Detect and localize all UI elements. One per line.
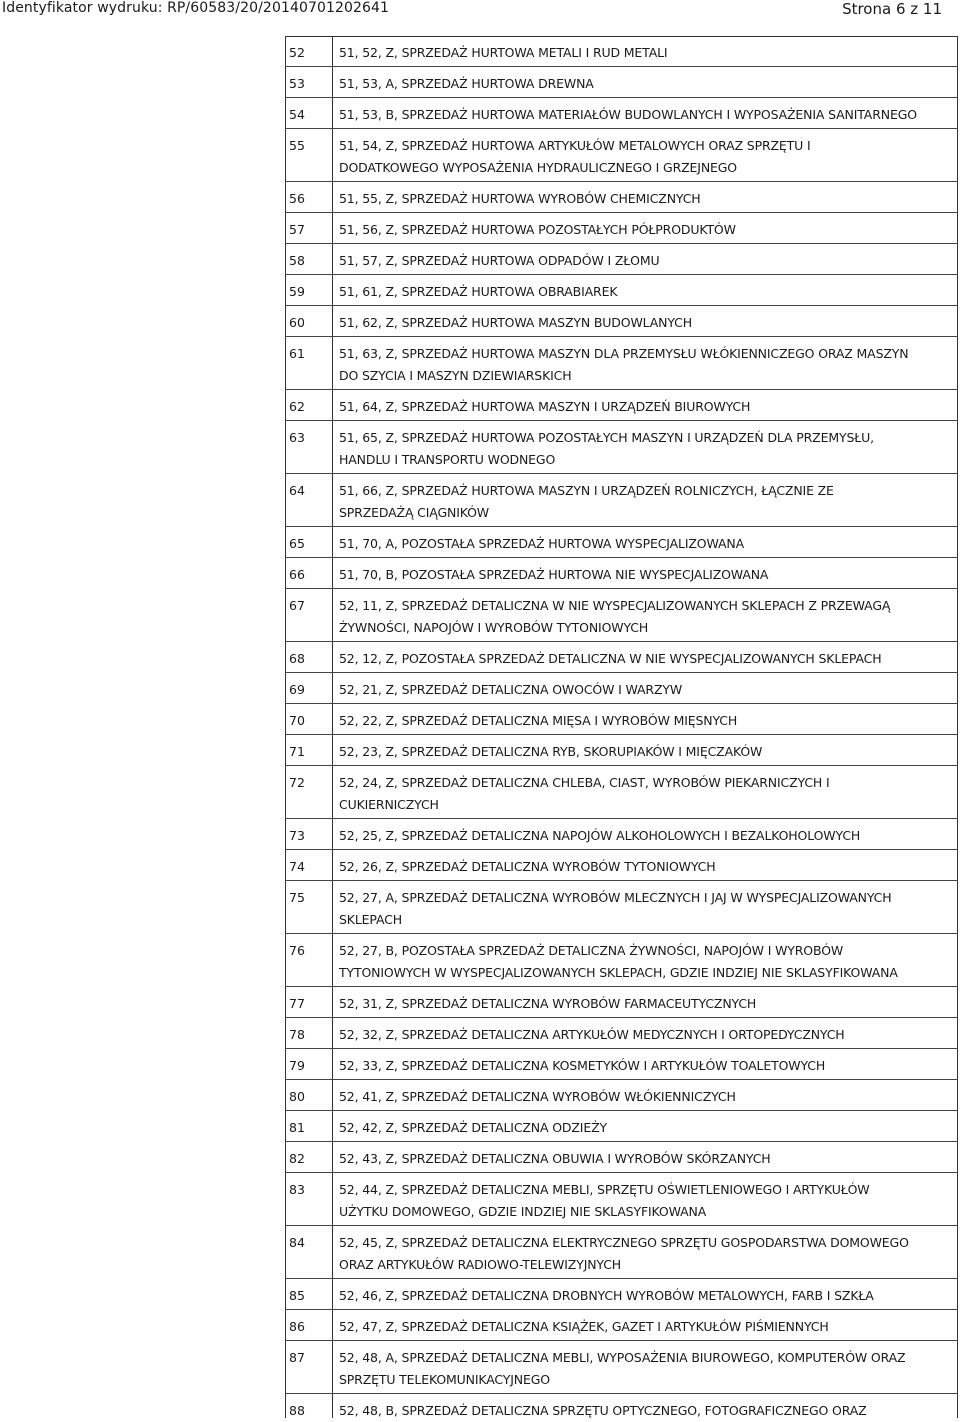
activity-description (339, 219, 951, 241)
description-line: UŻYTKU DOMOWEGO, GDZIE INDZIEJ NIE SKLASYFIKOWANA (339, 1204, 707, 1219)
table-row (285, 735, 958, 766)
table-row (285, 129, 958, 182)
row-number: 87 (289, 1350, 305, 1365)
activity-description (339, 250, 951, 272)
description-line: 51, 70, A, POZOSTAŁA SPRZEDAŻ HURTOWA WYSPECJALIZOWANA (339, 536, 744, 551)
table-row (285, 337, 958, 390)
row-number: 62 (289, 399, 305, 414)
table-row (285, 67, 958, 98)
table-row (285, 704, 958, 735)
table-row (285, 474, 958, 527)
row-number: 64 (289, 483, 305, 498)
activity-description (339, 73, 951, 95)
description-line: 52, 45, Z, SPRZEDAŻ DETALICZNA ELEKTRYCZNEGO SPRZĘTU GOSPODARSTWA DOMOWEGO (339, 1235, 909, 1250)
description-line: 51, 66, Z, SPRZEDAŻ HURTOWA MASZYN I URZĄDZEŃ ROLNICZYCH, ŁĄCZNIE ZE (339, 483, 834, 498)
activity-description (339, 856, 951, 878)
description-line: 52, 48, B, SPRZEDAŻ DETALICZNA SPRZĘTU OPTYCZNEGO, FOTOGRAFICZNEGO ORAZ (339, 1403, 867, 1418)
row-number: 58 (289, 253, 305, 268)
description-line: 52, 27, A, SPRZEDAŻ DETALICZNA WYROBÓW MLECZNYCH I JAJ W WYSPECJALIZOWANYCH (339, 890, 892, 905)
row-number: 85 (289, 1288, 305, 1303)
table-row (285, 36, 958, 67)
description-line: 51, 63, Z, SPRZEDAŻ HURTOWA MASZYN DLA PRZEMYSŁU WŁÓKIENNICZEGO ORAZ MASZYN (339, 346, 909, 361)
description-line: 52, 26, Z, SPRZEDAŻ DETALICZNA WYROBÓW TYTONIOWYCH (339, 859, 716, 874)
table-row (285, 642, 958, 673)
table-row (285, 98, 958, 129)
activity-description (339, 135, 951, 179)
row-number: 56 (289, 191, 305, 206)
description-line: 52, 11, Z, SPRZEDAŻ DETALICZNA W NIE WYSPECJALIZOWANYCH SKLEPACH Z PRZEWAGĄ (339, 598, 891, 613)
activity-description (339, 1055, 951, 1077)
table-row (285, 673, 958, 704)
activity-description (339, 710, 951, 732)
row-number: 66 (289, 567, 305, 582)
description-line: 52, 32, Z, SPRZEDAŻ DETALICZNA ARTYKUŁÓW MEDYCZNYCH I ORTOPEDYCZNYCH (339, 1027, 845, 1042)
activity-description (339, 648, 951, 670)
table-row (285, 244, 958, 275)
description-line: 51, 70, B, POZOSTAŁA SPRZEDAŻ HURTOWA NIE WYSPECJALIZOWANA (339, 567, 769, 582)
row-number: 78 (289, 1027, 305, 1042)
row-number: 68 (289, 651, 305, 666)
description-line: 51, 54, Z, SPRZEDAŻ HURTOWA ARTYKUŁÓW METALOWYCH ORAZ SPRZĘTU I (339, 138, 811, 153)
table-row (285, 766, 958, 819)
activity-description (339, 741, 951, 763)
activity-description (339, 1316, 951, 1338)
description-line: 51, 62, Z, SPRZEDAŻ HURTOWA MASZYN BUDOWLANYCH (339, 315, 693, 330)
row-number: 77 (289, 996, 305, 1011)
table-row (285, 1226, 958, 1279)
table-row (285, 275, 958, 306)
table-row (285, 558, 958, 589)
activity-description (339, 1148, 951, 1170)
description-line: CUKIERNICZYCH (339, 797, 439, 812)
activity-description (339, 480, 951, 524)
row-number: 55 (289, 138, 305, 153)
description-line: 51, 53, A, SPRZEDAŻ HURTOWA DREWNA (339, 76, 594, 91)
row-number: 74 (289, 859, 305, 874)
table-row (285, 589, 958, 642)
row-number: 60 (289, 315, 305, 330)
table-row (285, 306, 958, 337)
table-row (285, 1173, 958, 1226)
description-line: SPRZĘTU TELEKOMUNIKACYJNEGO (339, 1372, 550, 1387)
row-number: 88 (289, 1403, 305, 1418)
table-row (285, 1080, 958, 1111)
row-number: 80 (289, 1089, 305, 1104)
table-row (285, 182, 958, 213)
table-row (285, 1018, 958, 1049)
table-row (285, 421, 958, 474)
description-line: 52, 43, Z, SPRZEDAŻ DETALICZNA OBUWIA I WYROBÓW SKÓRZANYCH (339, 1151, 771, 1166)
row-number: 61 (289, 346, 305, 361)
row-number: 86 (289, 1319, 305, 1334)
description-line: 52, 33, Z, SPRZEDAŻ DETALICZNA KOSMETYKÓW I ARTYKUŁÓW TOALETOWYCH (339, 1058, 826, 1073)
description-line: 51, 56, Z, SPRZEDAŻ HURTOWA POZOSTAŁYCH PÓŁPRODUKTÓW (339, 222, 736, 237)
row-number: 54 (289, 107, 305, 122)
activity-description (339, 1117, 951, 1139)
activity-description (339, 1024, 951, 1046)
table-row (285, 1049, 958, 1080)
row-number: 57 (289, 222, 305, 237)
row-number: 65 (289, 536, 305, 551)
activity-description (339, 940, 951, 984)
activity-description (339, 595, 951, 639)
table-row (285, 850, 958, 881)
row-number: 63 (289, 430, 305, 445)
row-number: 67 (289, 598, 305, 613)
description-line: 51, 65, Z, SPRZEDAŻ HURTOWA POZOSTAŁYCH MASZYN I URZĄDZEŃ DLA PRZEMYSŁU, (339, 430, 874, 445)
activity-description (339, 1347, 951, 1391)
description-line: 52, 46, Z, SPRZEDAŻ DETALICZNA DROBNYCH WYROBÓW METALOWYCH, FARB I SZKŁA (339, 1288, 874, 1303)
row-number: 52 (289, 45, 305, 60)
activity-description (339, 396, 951, 418)
row-number: 75 (289, 890, 305, 905)
description-line: HANDLU I TRANSPORTU WODNEGO (339, 452, 556, 467)
table-row (285, 213, 958, 244)
table-row (285, 1279, 958, 1310)
activity-description (339, 887, 951, 931)
description-line: 52, 41, Z, SPRZEDAŻ DETALICZNA WYROBÓW WŁÓKIENNICZYCH (339, 1089, 736, 1104)
description-line: 52, 42, Z, SPRZEDAŻ DETALICZNA ODZIEŻY (339, 1120, 607, 1135)
description-line: 52, 48, A, SPRZEDAŻ DETALICZNA MEBLI, WYPOSAŻENIA BIUROWEGO, KOMPUTERÓW ORAZ (339, 1350, 906, 1365)
table-row (285, 1310, 958, 1341)
activity-description (339, 427, 951, 471)
activity-description (339, 1400, 951, 1422)
description-line: 51, 55, Z, SPRZEDAŻ HURTOWA WYROBÓW CHEMICZNYCH (339, 191, 701, 206)
table-row (285, 1341, 958, 1394)
table-row (285, 1142, 958, 1173)
activity-description (339, 1232, 951, 1276)
description-line: SKLEPACH (339, 912, 402, 927)
row-number: 71 (289, 744, 305, 759)
description-line: 52, 21, Z, SPRZEDAŻ DETALICZNA OWOCÓW I WARZYW (339, 682, 683, 697)
description-line: 51, 64, Z, SPRZEDAŻ HURTOWA MASZYN I URZĄDZEŃ BIUROWYCH (339, 399, 751, 414)
row-number: 59 (289, 284, 305, 299)
row-number: 82 (289, 1151, 305, 1166)
activity-description (339, 772, 951, 816)
activity-description (339, 343, 951, 387)
activity-description (339, 533, 951, 555)
page-header (0, 0, 960, 20)
table-row (285, 881, 958, 934)
description-line: 51, 61, Z, SPRZEDAŻ HURTOWA OBRABIAREK (339, 284, 618, 299)
row-number: 69 (289, 682, 305, 697)
activity-description (339, 281, 951, 303)
row-number: 83 (289, 1182, 305, 1197)
activity-description (339, 42, 951, 64)
table-row (285, 527, 958, 558)
description-line: 52, 25, Z, SPRZEDAŻ DETALICZNA NAPOJÓW ALKOHOLOWYCH I BEZALKOHOLOWYCH (339, 828, 861, 843)
description-line: TYTONIOWYCH W WYSPECJALIZOWANYCH SKLEPACH, GDZIE INDZIEJ NIE SKLASYFIKOWANA (339, 965, 898, 980)
table-row (285, 819, 958, 850)
row-number: 73 (289, 828, 305, 843)
description-line: 52, 44, Z, SPRZEDAŻ DETALICZNA MEBLI, SPRZĘTU OŚWIETLENIOWEGO I ARTYKUŁÓW (339, 1182, 870, 1197)
row-number: 84 (289, 1235, 305, 1250)
row-number: 72 (289, 775, 305, 790)
activity-description (339, 312, 951, 334)
description-line: 51, 52, Z, SPRZEDAŻ HURTOWA METALI I RUD METALI (339, 45, 668, 60)
description-line: ORAZ ARTYKUŁÓW RADIOWO-TELEWIZYJNYCH (339, 1257, 622, 1272)
activity-description (339, 993, 951, 1015)
row-number: 53 (289, 76, 305, 91)
row-number: 79 (289, 1058, 305, 1073)
activity-description (339, 1179, 951, 1223)
activity-description (339, 825, 951, 847)
description-line: 52, 31, Z, SPRZEDAŻ DETALICZNA WYROBÓW FARMACEUTYCZNYCH (339, 996, 757, 1011)
activity-description (339, 1086, 951, 1108)
activity-description (339, 564, 951, 586)
description-line: 51, 53, B, SPRZEDAŻ HURTOWA MATERIAŁÓW BUDOWLANYCH I WYPOSAŻENIA SANITARNEGO (339, 107, 917, 122)
pkd-table (285, 36, 958, 1418)
print-identifier: Identyfikator wydruku: RP/60583/20/20140701202641 (2, 0, 390, 16)
description-line: 52, 22, Z, SPRZEDAŻ DETALICZNA MIĘSA I WYROBÓW MIĘSNYCH (339, 713, 738, 728)
row-number: 70 (289, 713, 305, 728)
description-line: 52, 23, Z, SPRZEDAŻ DETALICZNA RYB, SKORUPIAKÓW I MIĘCZAKÓW (339, 744, 763, 759)
activity-description (339, 679, 951, 701)
description-line: ŻYWNOŚCI, NAPOJÓW I WYROBÓW TYTONIOWYCH (339, 620, 649, 635)
activity-description (339, 1285, 951, 1307)
description-line: DODATKOWEGO WYPOSAŻENIA HYDRAULICZNEGO I GRZEJNEGO (339, 160, 737, 175)
table-row (285, 390, 958, 421)
description-line: 52, 12, Z, POZOSTAŁA SPRZEDAŻ DETALICZNA W NIE WYSPECJALIZOWANYCH SKLEPACH (339, 651, 882, 666)
description-line: 52, 24, Z, SPRZEDAŻ DETALICZNA CHLEBA, CIAST, WYROBÓW PIEKARNICZYCH I (339, 775, 830, 790)
page-number: Strona 6 z 11 (842, 0, 942, 18)
row-number: 76 (289, 943, 305, 958)
table-row (285, 987, 958, 1018)
table-row (285, 1394, 958, 1418)
row-number: 81 (289, 1120, 305, 1135)
description-line: 52, 27, B, POZOSTAŁA SPRZEDAŻ DETALICZNA ŻYWNOŚCI, NAPOJÓW I WYROBÓW (339, 943, 844, 958)
activity-description (339, 188, 951, 210)
table-row (285, 1111, 958, 1142)
description-line: 51, 57, Z, SPRZEDAŻ HURTOWA ODPADÓW I ZŁOMU (339, 253, 660, 268)
description-line: DO SZYCIA I MASZYN DZIEWIARSKICH (339, 368, 572, 383)
description-line: 52, 47, Z, SPRZEDAŻ DETALICZNA KSIĄŻEK, GAZET I ARTYKUŁÓW PIŚMIENNYCH (339, 1319, 829, 1334)
activity-description (339, 104, 951, 126)
description-line: SPRZEDAŻĄ CIĄGNIKÓW (339, 505, 489, 520)
table-row (285, 934, 958, 987)
